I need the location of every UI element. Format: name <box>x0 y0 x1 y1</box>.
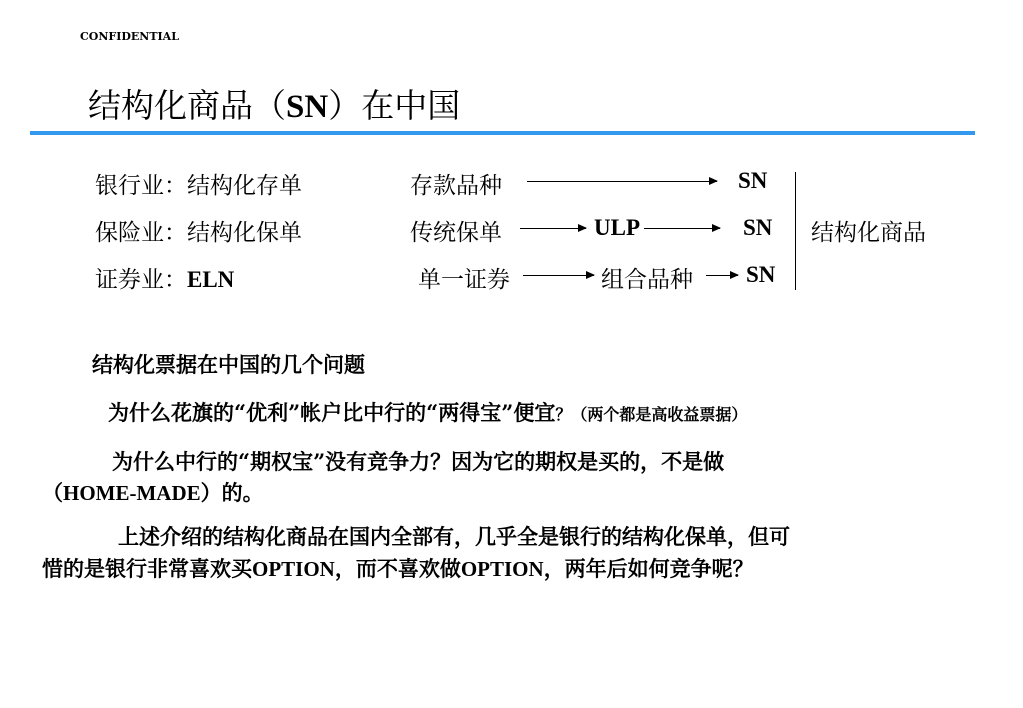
summary-structured-products: 结构化商品 <box>811 220 926 246</box>
flow-end-sn: SN <box>738 168 768 193</box>
row-insurance-label <box>95 214 302 247</box>
flow-start-deposit: 存款品种 <box>410 173 502 199</box>
text-segment: 惜的是银行非常喜欢买 <box>42 556 252 581</box>
row-value: 结构化保单 <box>187 220 302 246</box>
confidential-label: CONFIDENTIAL <box>80 30 179 43</box>
paragraph-3-line-2 <box>42 553 754 583</box>
paragraph-3-line-1: 上述介绍的结构化商品在国内全部有，几乎全是银行的结构化保单，但可 <box>118 524 790 549</box>
row-label: 保险业： <box>95 220 187 246</box>
arrow-right-icon <box>706 275 738 276</box>
page-title <box>88 80 460 127</box>
row-securities-label <box>95 261 234 294</box>
issues-heading: 结构化票据在中国的几个问题 <box>92 352 365 377</box>
row-label: 证券业： <box>95 267 187 293</box>
issue-question-2-line-2 <box>42 477 264 507</box>
arrow-right-icon <box>527 181 717 182</box>
row-value: ELN <box>187 267 235 292</box>
flow-start-traditional-policy: 传统保单 <box>410 220 502 246</box>
row-banking-label <box>95 167 302 200</box>
text-segment: ，而不喜欢做 <box>334 556 461 581</box>
bracket-divider <box>795 172 796 290</box>
arrow-right-icon <box>644 228 720 229</box>
question-text: 为什么花旗的“优利”帐户比中行的“两得宝”便宜 <box>108 400 556 425</box>
issue-question-2-line-1: 为什么中行的“期权宝”没有竞争力？因为它的期权是买的，不是做 <box>112 449 725 474</box>
title-sn: SN <box>286 89 329 125</box>
text-segment: （ <box>42 480 63 505</box>
text-segment-en: HOME-MADE <box>63 481 201 505</box>
row-label: 银行业： <box>95 173 187 199</box>
question-note: ？（两个都是高收益票据） <box>555 405 748 424</box>
flow-end-sn: SN <box>746 262 776 287</box>
issue-question-1 <box>108 397 747 427</box>
row-value: 结构化存单 <box>187 173 302 199</box>
text-segment-en: OPTION <box>252 557 335 581</box>
text-segment: ，两年后如何竞争呢？ <box>543 556 754 581</box>
arrow-right-icon <box>520 228 586 229</box>
text-segment-en: OPTION <box>460 557 544 581</box>
flow-end-sn: SN <box>743 215 773 240</box>
flow-mid-portfolio: 组合品种 <box>601 267 693 293</box>
title-suffix: ）在中国 <box>328 86 461 125</box>
arrow-right-icon <box>523 275 594 276</box>
text-segment: ）的。 <box>200 480 264 505</box>
flow-start-single-security: 单一证券 <box>418 267 510 293</box>
title-underline <box>30 131 975 135</box>
flow-mid-ulp: ULP <box>594 215 640 240</box>
title-prefix: 结构化商品（ <box>88 86 286 125</box>
